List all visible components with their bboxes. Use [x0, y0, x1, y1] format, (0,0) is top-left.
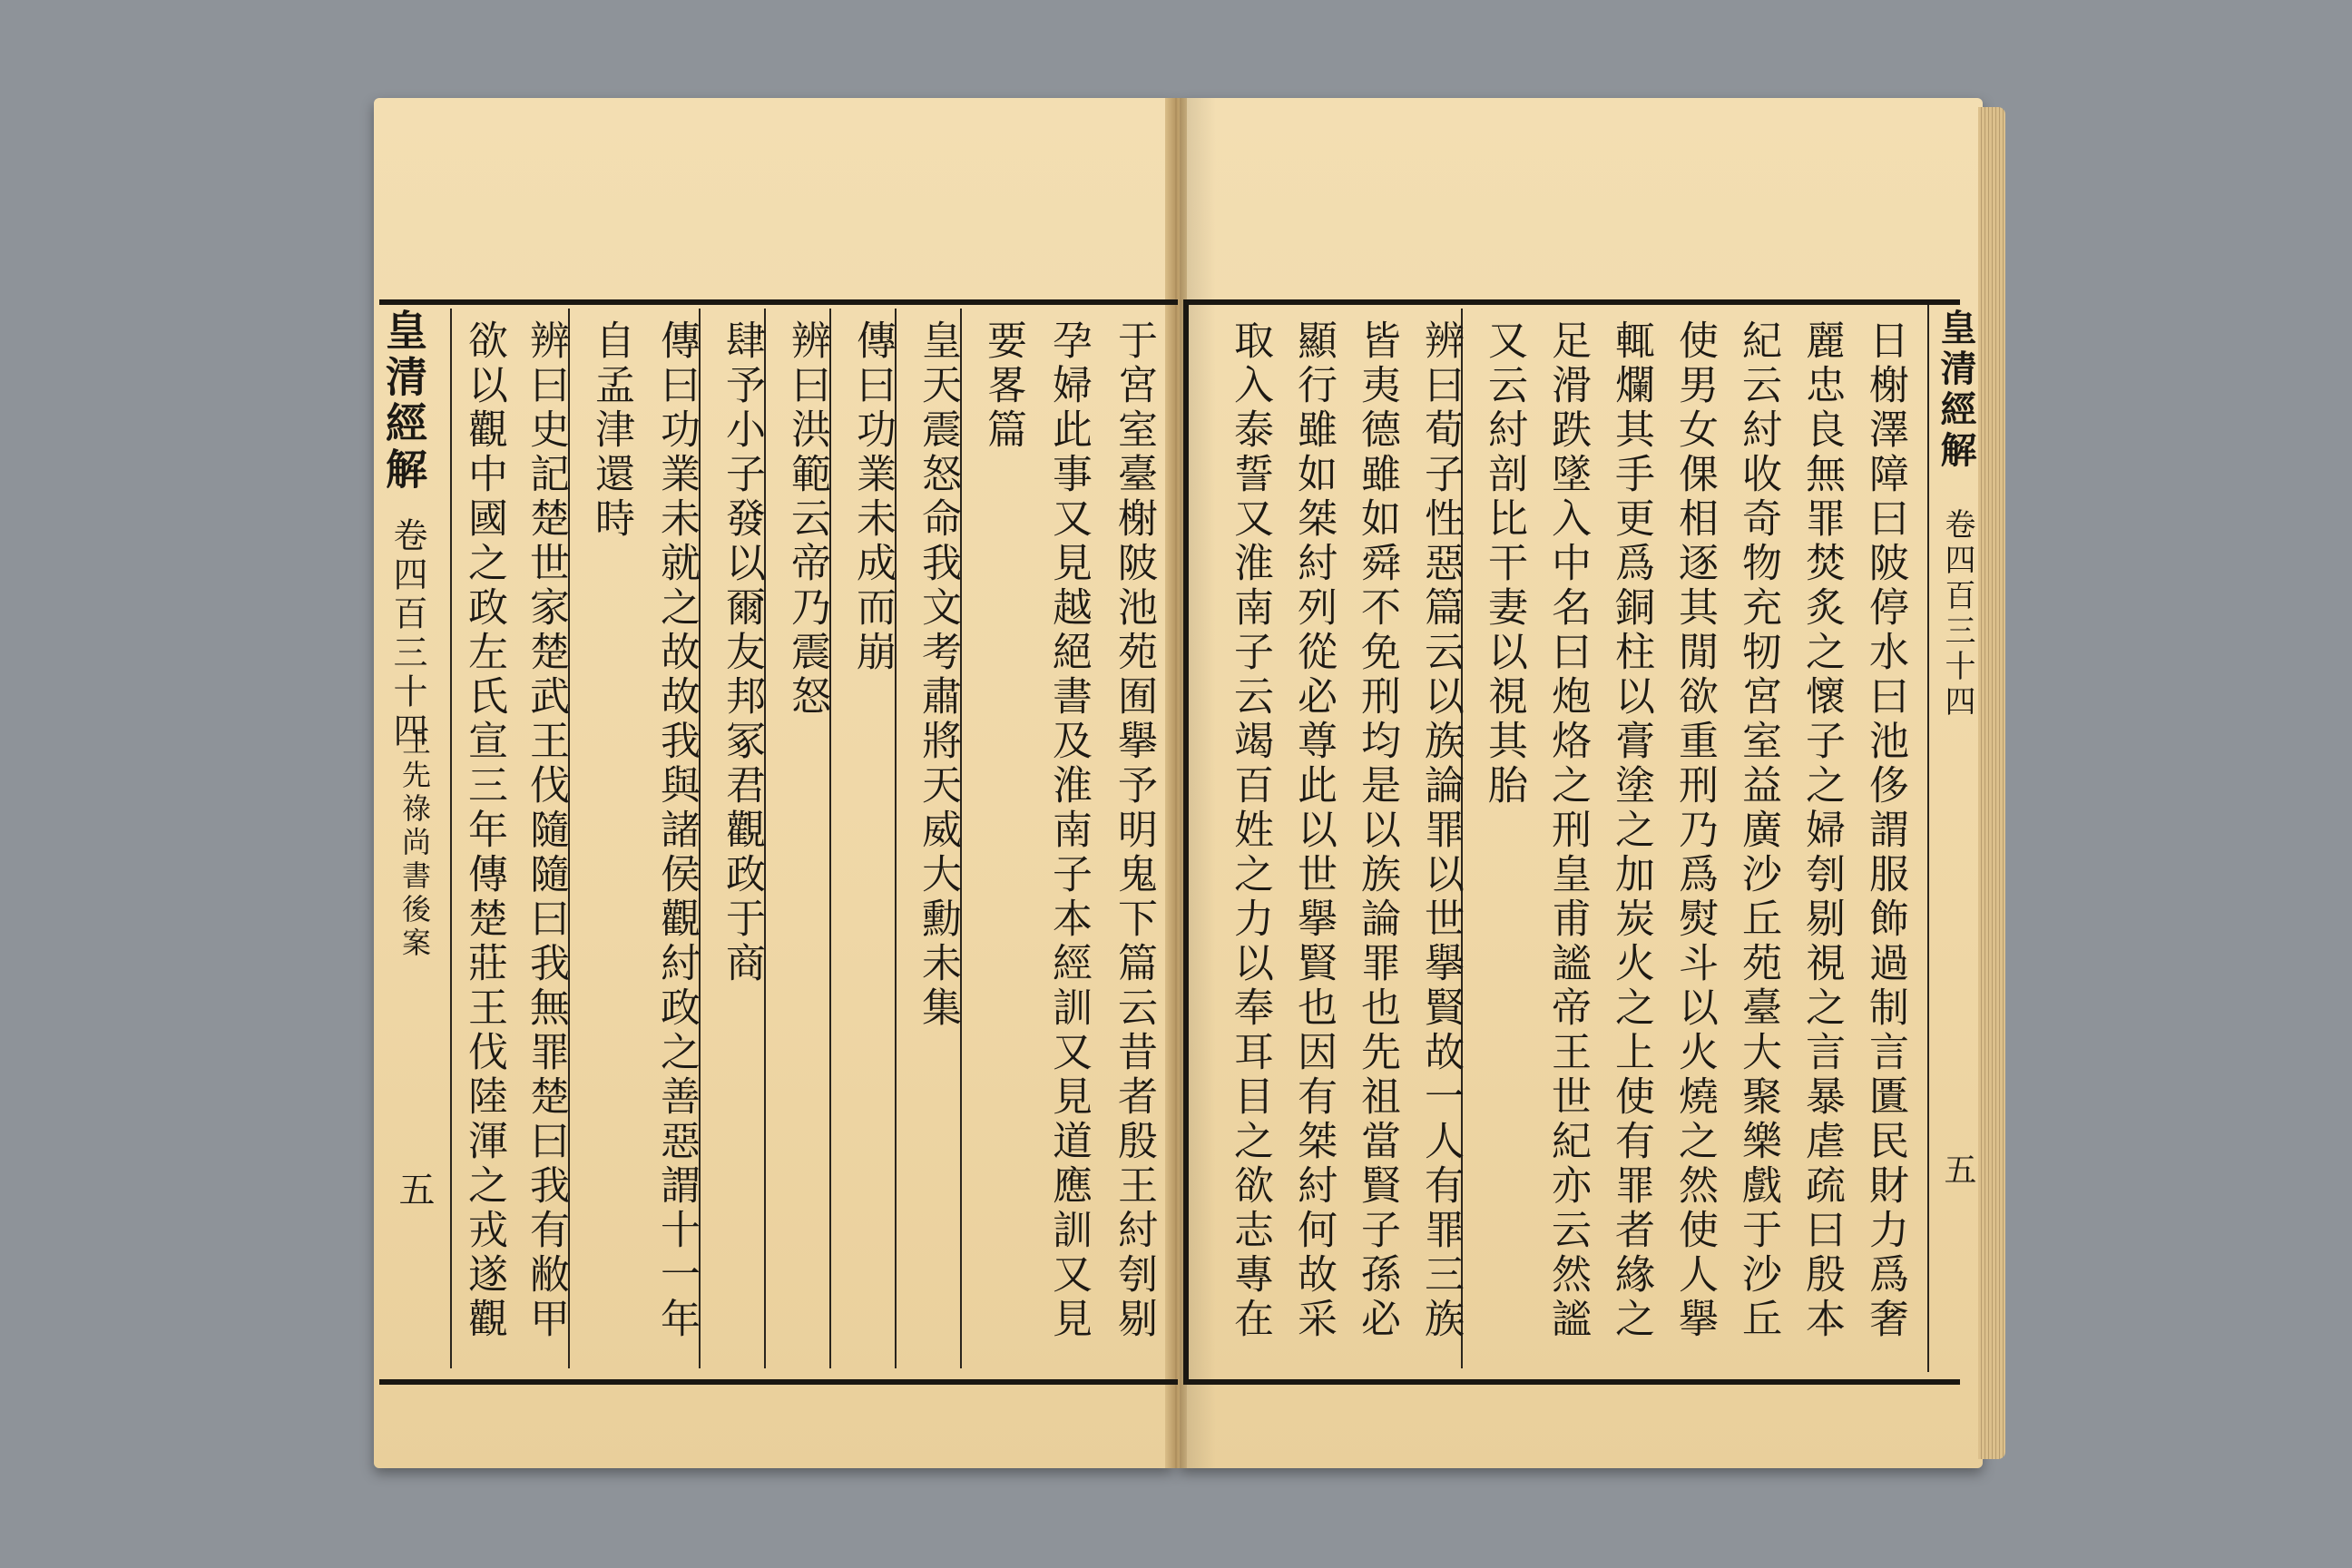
- left-banxin-volume: 卷四百三十四: [387, 517, 427, 751]
- right-column-9: 皆夷德雖如舜不免刑均是以族論罪也先祖當賢子孫必: [1354, 319, 1400, 1342]
- right-banxin-title: 皇清經解: [1935, 309, 1977, 472]
- left-column-11: 欲以觀中國之政左氏宣三年傳楚莊王伐陸渾之戎遂觀: [461, 319, 507, 1342]
- left-column-5: 傳曰功業未成而崩: [849, 319, 896, 675]
- page-edges: [1978, 107, 2005, 1459]
- left-banxin-rule: [450, 309, 452, 1368]
- right-banxin-rule: [1927, 305, 1929, 1372]
- left-column-4: 皇天震怒命我文考肅將天威大勳未集: [915, 319, 961, 1031]
- right-column-5: 輒爛其手更爲銅柱以膏塗之加炭火之上使有罪者緣之: [1608, 319, 1654, 1342]
- right-banxin-volume: 卷四百三十四: [1939, 508, 1975, 720]
- right-column-2: 麗忠良無罪焚炙之懷子之婦刳剔視之言暴虐疏曰殷本: [1798, 319, 1845, 1342]
- left-page-number: 五: [393, 1171, 435, 1207]
- left-banxin-title: 皇清經解: [379, 309, 428, 494]
- right-column-1: 日榭澤障曰陂停水曰池侈謂服飾過制言匱民財力爲奢: [1862, 319, 1908, 1342]
- right-column-10: 顯行雖如桀紂列從必尊此以世擧賢也因有桀紂何故采: [1290, 319, 1337, 1342]
- left-column-10: 辨曰史記楚世家楚武王伐隨隨曰我無罪楚曰我有敝甲: [523, 319, 569, 1342]
- left-column-8: 傳曰功業未就之故故我與諸侯觀紂政之善惡謂十一年: [653, 319, 700, 1342]
- left-column-6: 辨曰洪範云帝乃震怒: [784, 319, 830, 720]
- left-column-3: 要畧篇: [980, 319, 1026, 453]
- right-column-8: 辨曰荀子性惡篇云以族論罪以世擧賢故一人有罪三族: [1417, 319, 1464, 1342]
- right-column-11: 取入泰誓又淮南子云竭百姓之力以奉耳目之欲志專在: [1227, 319, 1273, 1342]
- left-column-7: 肆予小子發以爾友邦冢君觀政于商: [719, 319, 765, 986]
- right-column-4: 使男女倮相逐其閒欲重刑乃爲熨斗以火燒之然使人擧: [1671, 319, 1718, 1342]
- right-column-3: 紀云紂收奇物充牣宮室益廣沙丘苑臺大聚樂戲于沙丘: [1735, 319, 1781, 1342]
- right-column-7: 又云紂剖比干妻以視其胎: [1481, 319, 1527, 808]
- left-column-9: 自孟津還時: [588, 319, 634, 542]
- right-page-number: 五: [1939, 1152, 1976, 1185]
- left-column-1: 于宮室臺榭陂池苑囿擧予明鬼下篇云昔者殷王紂刳剔: [1111, 319, 1157, 1342]
- left-banxin-author: 王先祿尚書後案: [397, 726, 432, 961]
- right-column-6: 足滑跌墜入中名曰炮烙之刑皇甫謐帝王世紀亦云然謐: [1544, 319, 1591, 1342]
- left-column-2: 孕婦此事又見越絕書及淮南子本經訓又見道應訓又見: [1045, 319, 1092, 1342]
